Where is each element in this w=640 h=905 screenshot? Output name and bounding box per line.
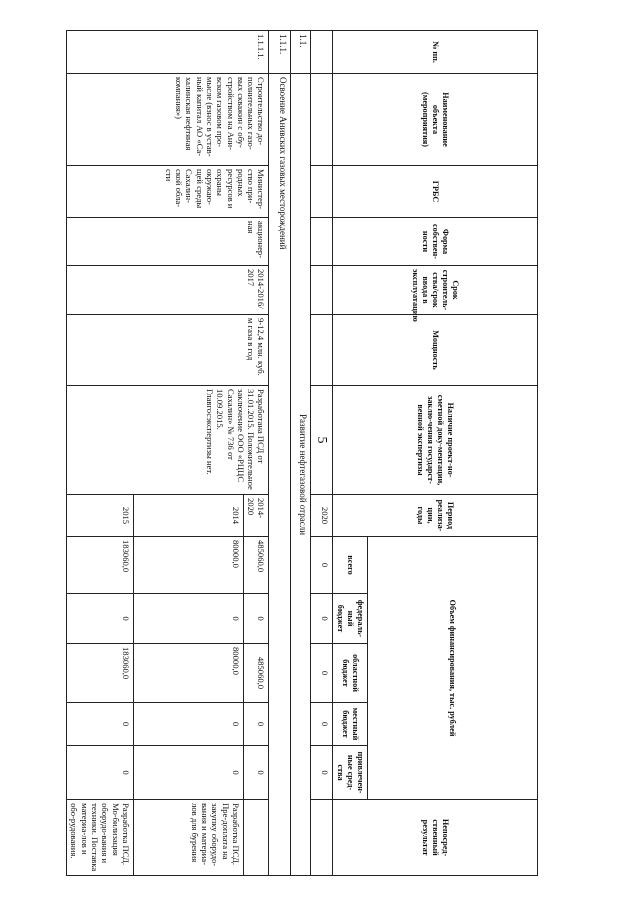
summary-ownership bbox=[311, 218, 333, 266]
item-row-1 bbox=[243, 31, 269, 876]
summary-total: 0 bbox=[311, 537, 333, 594]
page-number: 5 bbox=[314, 436, 329, 444]
summary-result bbox=[311, 800, 333, 876]
header-ownership: Форма собствен-ности bbox=[333, 218, 538, 266]
header-period: Период реализа-ции, годы bbox=[333, 495, 538, 537]
item-capacity: 9-12,4 млн. куб. м газа в год bbox=[66, 315, 269, 386]
summary-attracted: 0 bbox=[311, 746, 333, 800]
summary-num bbox=[311, 31, 333, 74]
section-1-1-1-title: Освоение Анивских газовых месторождений bbox=[269, 74, 291, 876]
header-result: Непосред-ственный результат bbox=[333, 800, 538, 876]
item-row-3-local: 0 bbox=[66, 703, 133, 746]
item-ownership: акционер-ная bbox=[66, 218, 269, 266]
item-row-3-federal: 0 bbox=[66, 594, 133, 644]
header-total: всего bbox=[333, 537, 368, 594]
summary-local: 0 bbox=[311, 703, 333, 746]
item-construction-term: 2014-2016/ 2017 bbox=[66, 266, 269, 315]
section-1-1-row bbox=[291, 31, 311, 876]
header-funding-group: Объем финансирования, тыс. рублей bbox=[368, 537, 538, 800]
item-row-2-period: 2014 bbox=[133, 495, 243, 537]
header-regional: областной бюджет bbox=[333, 644, 368, 703]
summary-row bbox=[311, 31, 333, 876]
item-row-2-total: 80000,0 bbox=[133, 537, 243, 594]
funding-table bbox=[66, 30, 538, 876]
item-row-1-total: 485060,0 bbox=[243, 537, 269, 594]
item-row-2-local: 0 bbox=[133, 703, 243, 746]
section-1-1-title: Развитие нефтегазовой отрасли bbox=[291, 74, 311, 876]
item-row-3-total: 183060,0 bbox=[66, 537, 133, 594]
item-num: 1.1.1.1. bbox=[66, 31, 269, 74]
item-psd: Разработана ПСД от 31.01.2015. Положительное заключение ООО «РЦЦС Сахалин» № 736 от 10.09.2015. Главгосэкспертизы нет. bbox=[66, 386, 269, 495]
summary-regional: 0 bbox=[311, 644, 333, 703]
header-local: местный бюджет bbox=[333, 703, 368, 746]
summary-name bbox=[311, 74, 333, 166]
item-row-2-result: Разработка ПСД. Пре-доплата на закупку оборудо-вания и материа-лов для бурения bbox=[133, 800, 243, 876]
item-row-2-regional: 80000,0 bbox=[133, 644, 243, 703]
item-row-1-attracted: 0 bbox=[243, 746, 269, 800]
summary-capacity bbox=[311, 315, 333, 386]
header-num: № пп. bbox=[333, 31, 538, 74]
item-row-2-attracted: 0 bbox=[133, 746, 243, 800]
section-1-1-num: 1.1. bbox=[291, 31, 311, 74]
item-row-1-result bbox=[243, 800, 269, 876]
header-psd: Наличие проект-но-сметной доку-ментации, заклю-чения государст-венной экспертизы bbox=[333, 386, 538, 495]
section-1-1-1-num: 1.1.1. bbox=[269, 31, 291, 74]
header-capacity: Мощность bbox=[333, 315, 538, 386]
rotated-table-container bbox=[69, 30, 538, 875]
item-row-1-local: 0 bbox=[243, 703, 269, 746]
item-row-2-federal: 0 bbox=[133, 594, 243, 644]
header-construction-term: Срок строитель-ства/срок ввода в эксплуатацию bbox=[333, 266, 538, 315]
item-row-1-regional: 485060,0 bbox=[243, 644, 269, 703]
header-grbs: ГРБС bbox=[333, 166, 538, 218]
section-1-1-1-row bbox=[269, 31, 291, 876]
summary-federal: 0 bbox=[311, 594, 333, 644]
header-attracted: привлечен-ные сред-ства bbox=[333, 746, 368, 800]
item-grbs: Министер-ство при-родных ресурсов и охраны окружаю-щей среды Сахалин-ской обла-сти bbox=[66, 166, 269, 218]
item-row-3-period: 2015 bbox=[66, 495, 133, 537]
summary-period: 2020 bbox=[311, 495, 333, 537]
item-row-1-period: 2014-2020 bbox=[243, 495, 269, 537]
summary-term bbox=[311, 266, 333, 315]
item-row-3-regional: 183060,0 bbox=[66, 644, 133, 703]
header-row-1 bbox=[368, 31, 538, 876]
item-name: Строительство до-полнительных газо-вых скважин с обу-стройством на Ани-вском газовом про-мысле (взнос в устав-ный капитал АО «Са-халинская нефтяная компания») bbox=[66, 74, 269, 166]
header-federal: федераль-ный бюджет bbox=[333, 594, 368, 644]
item-row-3-attracted: 0 bbox=[66, 746, 133, 800]
header-name: Наименование объекта (мероприятия) bbox=[333, 74, 538, 166]
summary-grbs bbox=[311, 166, 333, 218]
item-row-1-federal: 0 bbox=[243, 594, 269, 644]
summary-psd bbox=[311, 386, 333, 495]
item-row-3-result: Разработка ПСД. Мо-билизация оборудо-вания и техники. Поставка материа-лов и обо-рудования. bbox=[66, 800, 133, 876]
